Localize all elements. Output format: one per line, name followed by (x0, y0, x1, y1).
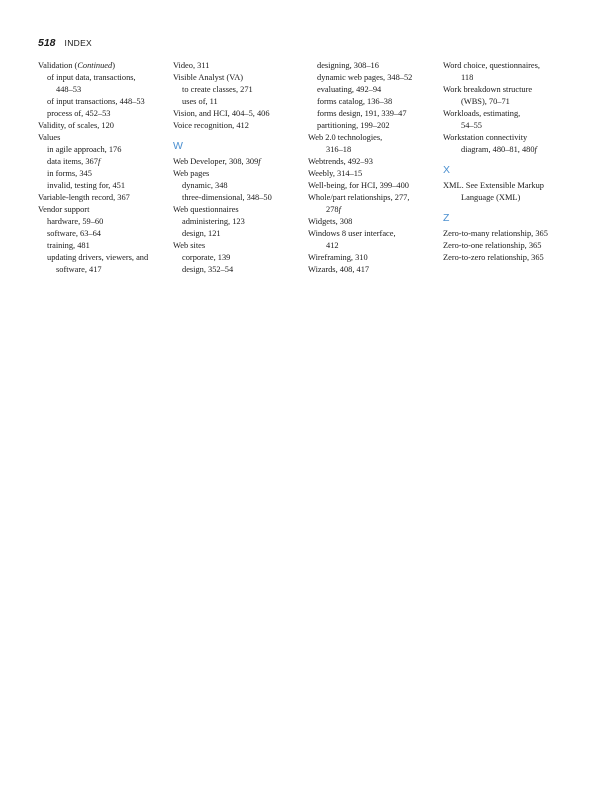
index-entry: Visible Analyst (VA) (173, 73, 244, 82)
index-subentry: invalid, testing for, 451 (47, 181, 126, 190)
index-entry-continuation: (WBS), 70–71 (461, 97, 510, 106)
index-entry-continuation: 278f (326, 205, 341, 214)
section-letter: Z (443, 212, 450, 224)
index-subentry: of input transactions, 448–53 (47, 97, 145, 106)
index-column-4 (443, 60, 573, 264)
index-entry: Work breakdown structure (443, 85, 533, 94)
index-entry: Widgets, 308 (308, 217, 353, 226)
index-subentry: to create classes, 271 (182, 85, 253, 94)
index-subentry: in forms, 345 (47, 169, 92, 178)
page-number: 518 (38, 37, 56, 49)
index-subentry: dynamic, 348 (182, 181, 228, 190)
index-subentry: evaluating, 492–94 (317, 85, 382, 94)
index-subentry: forms catalog, 136–38 (317, 97, 393, 106)
index-column-2 (173, 60, 303, 276)
index-subentry: dynamic web pages, 348–52 (317, 73, 413, 82)
index-entry: Whole/part relationships, 277, (308, 193, 410, 202)
section-letter: W (173, 140, 183, 152)
index-subentry: design, 352–54 (182, 265, 234, 274)
index-entry: Webtrends, 492–93 (308, 157, 373, 166)
index-entry: Web pages (173, 169, 210, 178)
index-subentry: data items, 367f (47, 157, 101, 166)
index-entry-continuation: software, 417 (56, 265, 102, 274)
index-entry: Zero-to-many relationship, 365 (443, 229, 548, 238)
index-entry: Voice recognition, 412 (173, 121, 249, 130)
index-entry: XML. See Extensible Markup (443, 181, 544, 190)
index-entry-continuation: 118 (461, 73, 474, 82)
running-head: INDEX (64, 38, 93, 48)
index-subentry: design, 121 (182, 229, 221, 238)
index-entry: Windows 8 user interface, (308, 229, 396, 238)
index-entry: Web questionnaires (173, 205, 239, 214)
index-entry: Variable-length record, 367 (38, 193, 130, 202)
index-entry: Zero-to-one relationship, 365 (443, 241, 542, 250)
index-subentry: corporate, 139 (182, 253, 231, 262)
index-column-3 (308, 60, 438, 276)
index-entry: Values (38, 133, 61, 142)
index-entry: Validation (Continued) (38, 61, 116, 70)
index-entry-continuation: diagram, 480–81, 480f (461, 145, 537, 154)
index-column-1 (38, 60, 168, 276)
index-entry-continuation: 448–53 (56, 85, 82, 94)
index-entry: Wizards, 408, 417 (308, 265, 370, 274)
index-entry: Workstation connectivity (443, 133, 528, 142)
index-entry: Vendor support (38, 205, 90, 214)
index-subentry: administering, 123 (182, 217, 245, 226)
index-subentry: process of, 452–53 (47, 109, 111, 118)
index-subentry: in agile approach, 176 (47, 145, 122, 154)
index-subentry: software, 63–64 (47, 229, 101, 238)
page-header (38, 37, 92, 51)
index-entry-continuation: Language (XML) (461, 193, 521, 202)
index-entry-continuation: 316–18 (326, 145, 352, 154)
index-entry: Weebly, 314–15 (308, 169, 363, 178)
index-entry: Web Developer, 308, 309f (173, 157, 261, 166)
index-entry: Workloads, estimating, (443, 109, 521, 118)
section-letter: X (443, 164, 451, 176)
index-subentry: updating drivers, viewers, and (47, 253, 149, 262)
index-entry: Vision, and HCI, 404–5, 406 (173, 109, 270, 118)
index-subentry: three-dimensional, 348–50 (182, 193, 272, 202)
index-subentry: hardware, 59–60 (47, 217, 104, 226)
index-entry: Web sites (173, 241, 206, 250)
index-subentry: partitioning, 199–202 (317, 121, 390, 130)
index-entry-continuation: 412 (326, 241, 339, 250)
index-subentry: designing, 308–16 (317, 61, 379, 70)
index-entry: Well-being, for HCI, 399–400 (308, 181, 409, 190)
index-subentry: forms design, 191, 339–47 (317, 109, 407, 118)
index-entry: Web 2.0 technologies, (308, 133, 383, 142)
index-entry: Wireframing, 310 (308, 253, 368, 262)
index-subentry: of input data, transactions, (47, 73, 136, 82)
index-entry: Word choice, questionnaires, (443, 61, 541, 70)
index-entry-continuation: 54–55 (461, 121, 482, 130)
index-entry: Validity, of scales, 120 (38, 121, 114, 130)
index-subentry: uses of, 11 (182, 97, 218, 106)
index-entry: Zero-to-zero relationship, 365 (443, 253, 544, 262)
index-subentry: training, 481 (47, 241, 90, 250)
index-entry: Video, 311 (173, 61, 210, 70)
